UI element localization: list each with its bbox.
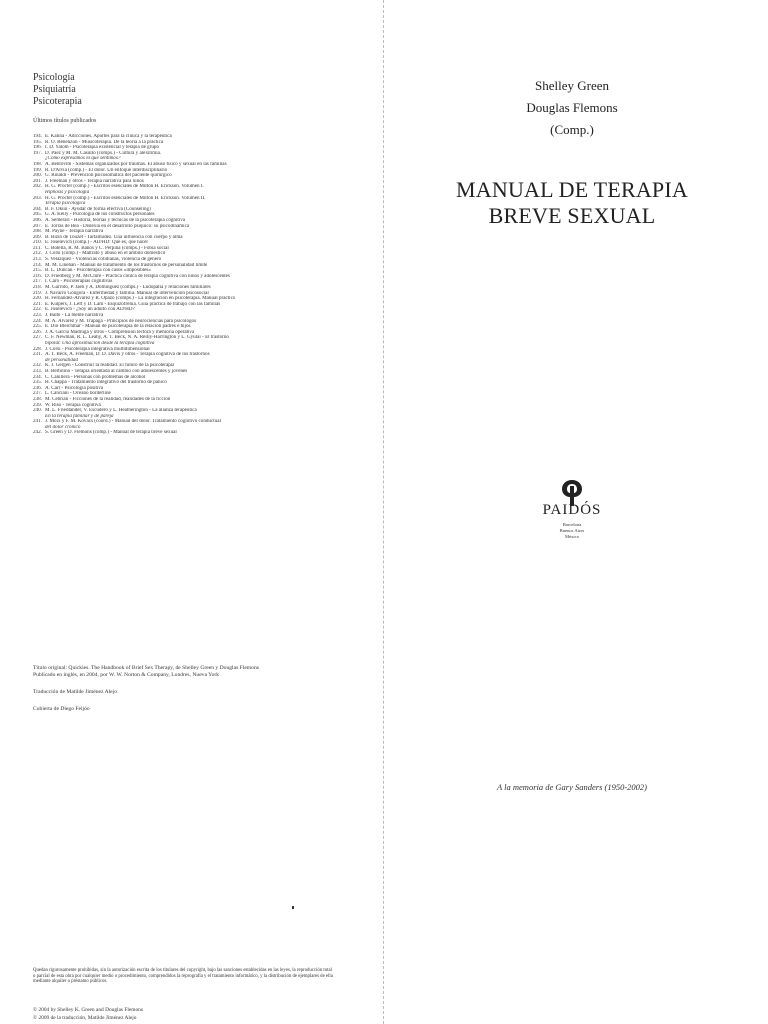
series-item-number: 234. bbox=[33, 374, 42, 380]
series-item-number: 209. bbox=[33, 234, 42, 240]
book-title bbox=[392, 177, 752, 229]
series-item-number: 208. bbox=[33, 229, 42, 235]
series-item-text: H. G. Procter (comp.) - Escritos esenciales de Milton H. Erickson. Volumen I. bbox=[45, 184, 204, 190]
series-item-number: 242. bbox=[33, 430, 42, 436]
series-item-number: 233. bbox=[33, 368, 42, 374]
series-item-text: D. Páez y M. M. Casullo (comps.) - Cultura y alexitimia. bbox=[45, 150, 162, 156]
series-title-list bbox=[33, 134, 373, 436]
series-item-text: M. Garrido, P. Jaén y A. Domínguez (comps.) - Ludopatía y relaciones familiares bbox=[45, 285, 211, 291]
series-item-text: R. O. Benenzon - Musicoterapia. De la teoría a la práctica bbox=[45, 139, 164, 145]
series-item-number: 240. bbox=[33, 408, 42, 414]
series-item-text: G. A. Kelly - Psicología de los constructos personales bbox=[45, 212, 155, 218]
series-item-continuation: Hipnosis y psicología bbox=[45, 189, 90, 195]
series-list-item bbox=[33, 430, 373, 436]
series-item-number: 203. bbox=[33, 195, 42, 201]
series-item-text: A. Semerari - Historia, teorías y técnicas de la psicoterapia cognitiva bbox=[45, 217, 186, 223]
series-item-text: M. Payne - Terapia narrativa bbox=[45, 229, 104, 235]
series-item-number: 215. bbox=[33, 268, 42, 274]
series-item-number: 201. bbox=[33, 178, 42, 184]
series-item-number: 210. bbox=[33, 240, 42, 246]
series-item-number: 202. bbox=[33, 184, 42, 190]
page-fold-divider bbox=[383, 0, 384, 1024]
series-item-text: S. Velázquez - Violencias cotidianas, violencia de género bbox=[45, 257, 162, 263]
series-item-text: J. A. García Madruga y otros - Comprensión lectora y memoria operativa bbox=[45, 329, 195, 335]
publication-info: Publicado en inglés, en 2004, por W. W. Norton & Company, Londres, Nueva York bbox=[33, 672, 220, 678]
series-item-text: E. Kalina - Adicciones. Aportes para la clínica y la terapéutica bbox=[45, 134, 172, 139]
series-item-number: 212. bbox=[33, 251, 42, 257]
series-item-continuation: Terapia psicológica bbox=[45, 201, 86, 207]
series-item-text: M. M. Linehan - Manual de tratamiento de los trastornos de personalidad límite bbox=[45, 262, 208, 268]
series-item-number: 241. bbox=[33, 419, 42, 425]
series-item-text: H. G. Procter (comp.) - Escritos esenciales de Milton H. Erickson. Volumen II. bbox=[45, 195, 206, 201]
series-item-text: A. Carr - Psicología positiva bbox=[45, 385, 104, 391]
series-item-continuation: del dolor crónico bbox=[45, 424, 81, 430]
publisher-name: PAIDÓS bbox=[542, 502, 602, 518]
series-item-text: S. Green y D. Flemons (comp.) - Manual de terapia breve sexual bbox=[45, 430, 177, 436]
series-item-continuation: ¿Cómo expresamos lo que sentimos? bbox=[45, 156, 121, 162]
series-item-text: M. Cebrián - Ficciones de la realidad, realidades de la ficción bbox=[45, 396, 171, 402]
series-item-text: J. Balbi - La mente narrativa bbox=[45, 313, 104, 318]
authors-block bbox=[392, 75, 752, 141]
series-item-text: E. Torras de Beà - Dislexia en el desarrollo psíquico: su psicodinámica bbox=[45, 223, 190, 229]
series-item-text: E. Dio Bleichmar - Manual de psicoterapia de la relación padres e hijos bbox=[45, 324, 191, 330]
series-item-number: 235. bbox=[33, 380, 42, 386]
copyright-line: © 2004 by Shelley K. Green and Douglas Flemons bbox=[33, 1007, 143, 1013]
copyright-block bbox=[33, 1006, 143, 1022]
series-item-number: 224. bbox=[33, 318, 42, 324]
series-item-number: 195. bbox=[33, 139, 42, 145]
series-item-number: 205. bbox=[33, 212, 42, 218]
series-item-text: J. Navarro Góngora - Enfermedad y familia. Manual de intervención psicosocial bbox=[45, 290, 209, 296]
series-item-number: 216. bbox=[33, 273, 42, 279]
series-item-text: M. L. Friedlander, V. Escudero y L. Heatherington - La alianza terapéutica bbox=[45, 408, 197, 414]
series-item-number: 211. bbox=[33, 245, 42, 251]
dedication: A la memoria de Gary Sanders (1950-2002) bbox=[497, 782, 647, 792]
series-item-text: H. Fernández-Álvarez y R. Opazo (comps.) - La integración en psicoterapia. Manual práctico bbox=[45, 296, 236, 302]
collection-name: Psiquiatría bbox=[33, 84, 76, 95]
series-item-text: K. J. Gergen - Construir la realidad. El futuro de la psicoterapia bbox=[45, 363, 175, 369]
series-item-number: 218. bbox=[33, 285, 42, 291]
publisher-city: Buenos Aires bbox=[559, 528, 585, 533]
series-item-number: 197. bbox=[33, 150, 42, 156]
series-item-number: 232. bbox=[33, 363, 42, 369]
series-item-text: B. F. Okun - Ayudar de forma efectiva (Counseling) bbox=[45, 206, 151, 212]
original-title: Título original: Quickies. The Handbook of Brief Sex Therapy, de Shelley Green y Douglas Flemons bbox=[33, 665, 259, 671]
collection-name: Psicología bbox=[33, 72, 75, 83]
series-item-number: 194. bbox=[33, 134, 42, 139]
series-item-text: W. Riso - Terapia cognitiva bbox=[45, 402, 101, 408]
series-item-text: J. Corsi - Psicoterapia integrativa multidimensional bbox=[45, 346, 150, 352]
legal-notice: Quedan rigurosamente prohibidas, sin la autorización escrita de los titulares del copyright, bajo las sanciones establecidas en las leyes, la reproducción total o parcial de esta obra por cualquier medio o procedimiento, comprendidos la reprografía y el tratamiento informático, y la distribución de ejemplares de ella mediante alquiler o préstamo públicos. bbox=[33, 968, 333, 985]
author-name: Douglas Flemons bbox=[526, 100, 618, 115]
series-item-number: 222. bbox=[33, 307, 42, 313]
author-name: Shelley Green bbox=[534, 78, 609, 93]
translation-credit: Traducción de Matilde Jiménez Alejo bbox=[33, 689, 117, 695]
publisher-cities bbox=[392, 522, 752, 540]
series-item-text: B. L. Duncan - Psicoterapia con casos «imposibles» bbox=[45, 268, 151, 274]
series-item-text: M. A. Álvarez y M. Trapaga - Principios de neurociencias para psicólogos bbox=[45, 318, 197, 324]
series-item-text: C. F. Newman, R. L. Leahy, A. T. Beck, N. A. Reilly-Harrington y L. Gyulai - El trastorno bbox=[45, 335, 229, 341]
collection-names bbox=[33, 72, 82, 108]
series-item-number: 228. bbox=[33, 346, 42, 352]
copyright-line: © 2009 de la traducción, Matilde Jiménez Alejo bbox=[33, 1015, 137, 1021]
series-item-text: E. Joselevich (comp.) - AD/HD: Qué es, qué hacer bbox=[45, 240, 149, 246]
series-item-number: 231. bbox=[33, 352, 42, 358]
editor-note: (Comp.) bbox=[550, 122, 594, 137]
series-item-number: 219. bbox=[33, 290, 42, 296]
series-item-continuation: bipolar. Una aproximación desde la terapia cognitiva bbox=[45, 340, 155, 346]
series-item-text: E. Kuipers, J. Leff y D. Lam - Esquizofrenia. Guía práctica de trabajo con las familias bbox=[45, 301, 221, 307]
series-item-text: R. D'Alvia (comp.) - El dolor. Un enfoque interdisciplinario bbox=[45, 167, 168, 173]
latest-titles-heading: Últimos títulos publicados bbox=[33, 118, 97, 124]
series-item-text: I. D. Yalom - Psicoterapia existencial y terapia de grupo bbox=[45, 145, 160, 151]
book-title-line: BREVE SEXUAL bbox=[488, 203, 656, 228]
series-item-number: 204. bbox=[33, 206, 42, 212]
series-item-number: 214. bbox=[33, 262, 42, 268]
series-item-text: H. Chappa - Tratamiento integrativo del trastorno de pánico bbox=[45, 380, 167, 386]
series-item-text: B. Bertolino - Terapia orientada al cambio con adolescentes y jóvenes bbox=[45, 368, 188, 374]
series-item-number: 206. bbox=[33, 217, 42, 223]
series-item-continuation: En la terapia familiar y de pareja bbox=[45, 413, 114, 419]
series-item-text: A. Bentovim - Sistemas organizados por traumas. El abuso físico y sexual en las familias bbox=[45, 161, 227, 167]
series-item-text: A. T. Beck, A. Freeman, D. D. Davis y otros - Terapia cognitiva de los trastornos bbox=[45, 352, 210, 358]
series-item-number: 217. bbox=[33, 279, 42, 285]
series-item-text: D. Friedberg y M. McClure - Práctica clínica de terapia cognitiva con niños y adolescentes bbox=[45, 273, 230, 279]
series-item-number: 207. bbox=[33, 223, 42, 229]
series-item-number: 236. bbox=[33, 385, 42, 391]
series-item-number: 221. bbox=[33, 301, 42, 307]
series-item-number: 200. bbox=[33, 173, 42, 179]
series-item-text: B. Bizin de Touzet - Tartamudez. Una influencia con cuerpo y alma bbox=[45, 234, 183, 240]
series-item-number: 226. bbox=[33, 329, 42, 335]
series-item-number: 227. bbox=[33, 335, 42, 341]
series-item-number: 220. bbox=[33, 296, 42, 302]
series-item-number: 238. bbox=[33, 396, 42, 402]
book-title-line: MANUAL DE TERAPIA bbox=[456, 177, 688, 202]
credits-block bbox=[33, 665, 373, 723]
series-item-number: 213. bbox=[33, 257, 42, 263]
series-item-text: L. Canciani - Océano borderline bbox=[45, 391, 111, 397]
series-item-number: 223. bbox=[33, 313, 42, 318]
publisher-city: México bbox=[564, 534, 580, 539]
series-item-text: C. Canillera - Personas con problemas de alcohol bbox=[45, 374, 146, 380]
series-item-text: J. Corsi (comp.) - Maltrato y abuso en el ámbito doméstico bbox=[45, 251, 166, 257]
cover-credit: Cubierta de Diego Feijóo bbox=[33, 706, 90, 712]
series-item-text: C. Botella, R. M. Baños y C. Perpiñá (comps.) - Fobia social bbox=[45, 245, 169, 251]
series-item-text: I. Caro - Psicoterapias cognitivas bbox=[45, 279, 113, 285]
collection-name: Psicoterapia bbox=[33, 96, 82, 107]
ink-mark bbox=[292, 906, 294, 909]
series-item-number: 225. bbox=[33, 324, 42, 330]
series-item-number: 198. bbox=[33, 161, 42, 167]
series-item-number: 196. bbox=[33, 145, 42, 151]
series-item-text: E. Joselevich - ¿Soy un adulto con AD/HD? bbox=[45, 307, 135, 313]
series-item-text: G. Rinaldi - Prevención psicosomática del paciente quirúrgico bbox=[45, 173, 172, 179]
series-item-number: 237. bbox=[33, 391, 42, 397]
publisher-city: Barcelona bbox=[562, 522, 582, 527]
series-item-text: J. Moix y F. M. Kovacs (coord.) - Manual del dolor. Tratamiento cognitivo conductual bbox=[45, 419, 221, 425]
series-item-text: J. Freeman y otros - Terapia narrativa para niños bbox=[45, 178, 144, 184]
series-item-number: 239. bbox=[33, 402, 42, 408]
series-item-number: 199. bbox=[33, 167, 42, 173]
series-item-continuation: de personalidad bbox=[45, 357, 78, 363]
